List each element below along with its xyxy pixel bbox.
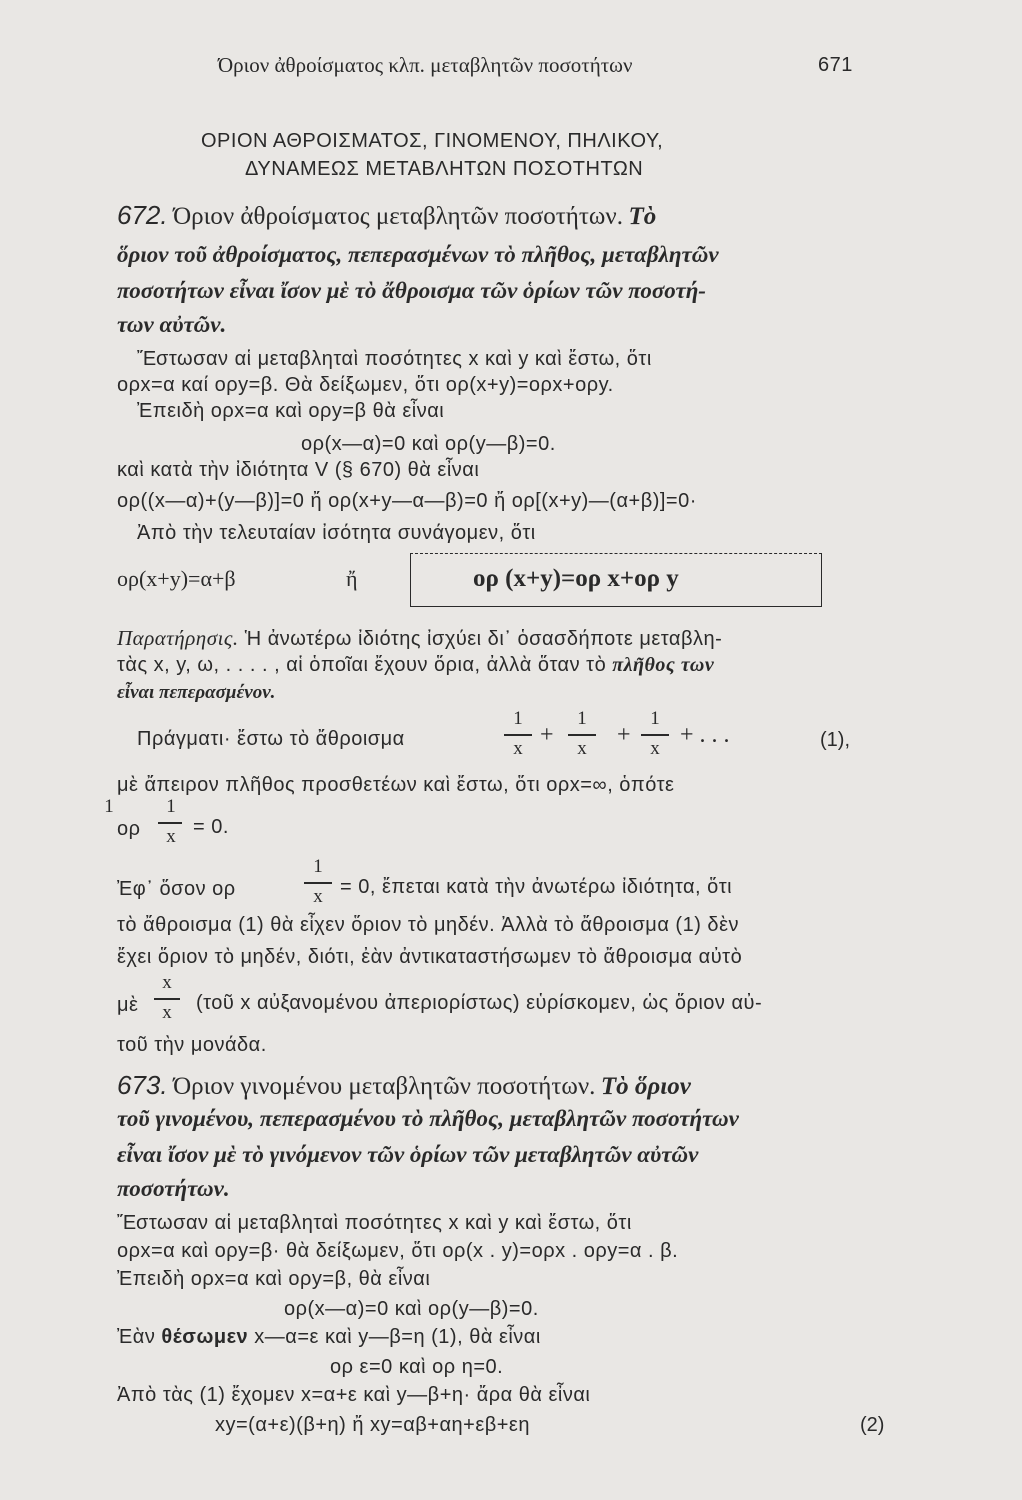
equation-line: ορ(x—α)=0 καὶ ορ(y—β)=0. — [284, 1298, 539, 1320]
equation-number: (1), — [820, 729, 850, 751]
fraction-numerator: 1 — [166, 796, 176, 817]
body-line: Ἐφ᾽ ὅσον ορ — [117, 878, 236, 900]
body-line: Ἀπὸ τὰς (1) ἔχομεν x=α+ε καὶ y—β+η· ἄρα θὰ εἶναι — [117, 1384, 591, 1406]
theorem-line: τοῦ γινομένου, πεπερασμένου τὸ πλῆθος, μεταβλητῶν ποσοτήτων — [117, 1106, 739, 1131]
body-line: τοῦ τὴν μονάδα. — [117, 1034, 267, 1056]
theorem-line: εἶναι ἴσον μὲ τὸ γινόμενον τῶν ὁρίων τῶν μεταβλητῶν αὐτῶν — [117, 1142, 699, 1167]
equals-zero: = 0. — [193, 816, 229, 838]
remark-line: εἶναι πεπερασμένον. — [117, 682, 276, 703]
fraction-bar — [641, 734, 669, 736]
body-line — [117, 1324, 541, 1350]
section-heading: Όριον ἀθροίσματος μεταβλητῶν ποσοτήτων. — [173, 203, 623, 230]
chapter-title-line-2: ΔΥΝΑΜΕΩΣ ΜΕΤΑΒΛΗΤΩΝ ΠΟΣΟΤΗΤΩΝ — [245, 158, 644, 180]
remark-text: Ἡ ἀνωτέρω ἰδιότης ἰσχύει δι᾽ ὁσασδήποτε μεταβλη- — [244, 628, 723, 650]
remark-text: τὰς x, y, ω, . . . . , αἱ ὁποῖαι ἔχουν ὅρια, ἀλλὰ ὅταν τὸ — [117, 654, 607, 676]
equation-number: (2) — [860, 1414, 885, 1436]
fraction-numerator: 1 — [513, 708, 523, 729]
fraction-denominator: x — [577, 738, 587, 759]
fraction-denominator: x — [162, 1002, 172, 1023]
body-text: Ἐὰν — [117, 1326, 156, 1348]
plus-sign: + — [540, 722, 554, 748]
fraction-bar — [504, 734, 532, 736]
fraction-denominator: x — [313, 886, 323, 907]
body-line: Ἔστωσαν αἱ μεταβληταὶ ποσότητες x καὶ y καὶ ἔστω, ὅτι — [137, 348, 652, 370]
fraction-numerator: 1 — [104, 796, 114, 817]
remark-label: Παρατήρησις. — [117, 626, 239, 650]
fraction-bar — [568, 734, 596, 736]
fraction-denominator: x — [166, 826, 176, 847]
body-line: μὲ ἄπειρον πλῆθος προσθετέων καὶ ἔστω, ὅτι ορx=∞, ὁπότε — [117, 774, 675, 796]
body-text: x—α=ε καὶ y—β=η (1), θὰ εἶναι — [254, 1326, 541, 1348]
section-number: 673. — [117, 1070, 168, 1100]
body-line: ορx=α καί ορy=β. Θὰ δείξωμεν, ὅτι ορ(x+y)=ορx+ορy. — [117, 374, 614, 396]
section-heading: Όριον γινομένου μεταβλητῶν ποσοτήτων. — [173, 1073, 596, 1100]
section-672-heading-line — [117, 200, 656, 232]
equation-line: ορ((x—α)+(y—β)]=0 ἤ ορ(x+y—α—β)=0 ἤ ορ[(x+y)—(α+β)]=0· — [117, 490, 697, 512]
body-line: ἔχει ὅριον τὸ μηδέν, διότι, ἐὰν ἀντικαταστήσωμεν τὸ ἄθροισμα αὐτὸ — [117, 946, 743, 968]
fraction-numerator: 1 — [313, 856, 323, 877]
body-line: = 0, ἔπεται κατὰ τὴν ἀνωτέρω ἰδιότητα, ὅτι — [340, 876, 733, 898]
limit-operator: ορ — [117, 818, 141, 840]
body-line: μὲ — [117, 994, 139, 1016]
fraction-numerator: x — [162, 972, 172, 993]
fraction-bar — [158, 822, 182, 824]
fraction-denominator: x — [650, 738, 660, 759]
equation-line: ορ(x—α)=0 καὶ ορ(y—β)=0. — [301, 433, 556, 455]
running-header: Όριον ἀθροίσματος κλπ. μεταβλητῶν ποσοτήτων — [218, 53, 633, 77]
section-673-heading-line — [117, 1070, 691, 1102]
theorem-start: Τὸ — [628, 203, 657, 230]
theorem-start: Τὸ ὅριον — [600, 1073, 691, 1100]
body-line: καὶ κατὰ τὴν ἰδιότητα V (§ 670) θὰ εἶναι — [117, 459, 480, 481]
theorem-line: των αὐτῶν. — [117, 312, 227, 337]
theorem-line: ὅριον τοῦ ἀθροίσματος, πεπερασμένων τὸ πλῆθος, μεταβλητῶν — [117, 242, 719, 267]
emphasis: θέσωμεν — [161, 1326, 249, 1348]
fraction-numerator: 1 — [650, 708, 660, 729]
body-line: (τοῦ x αὐξανομένου ἀπεριορίστως) εὑρίσκομεν, ὡς ὅριον αὐ- — [196, 992, 763, 1014]
fraction-bar — [154, 998, 180, 1000]
body-line: Ἀπὸ τὴν τελευταίαν ἰσότητα συνάγομεν, ὅτι — [137, 522, 536, 544]
theorem-line: ποσοτήτων εἶναι ἴσον μὲ τὸ ἄθροισμα τῶν ὁρίων τῶν ποσοτή- — [117, 278, 706, 303]
section-number: 672. — [117, 200, 168, 230]
body-line: Ἐπειδὴ ορx=α καὶ ορy=β θὰ εἶναι — [137, 400, 445, 422]
remark-line — [117, 625, 722, 652]
ellipsis: + . . . — [680, 722, 730, 748]
remark-emphasis: πλῆθος των — [612, 654, 715, 676]
page-number: 671 — [818, 54, 853, 76]
fraction-denominator: x — [513, 738, 523, 759]
plus-sign: + — [617, 722, 631, 748]
body-line: Πράγματι· ἔστω τὸ ἄθροισμα — [137, 728, 405, 750]
chapter-title-line-1: ΟΡΙΟΝ ΑΘΡΟΙΣΜΑΤΟΣ, ΓΙΝΟΜΕΝΟΥ, ΠΗΛΙΚΟΥ, — [201, 130, 664, 152]
body-line: Ἔστωσαν αἱ μεταβληταὶ ποσότητες x καὶ y καὶ ἔστω, ὅτι — [117, 1212, 632, 1234]
body-line: ορx=α καὶ ορy=β· θὰ δείξωμεν, ὅτι ορ(x . y)=ορx . ορy=α . β. — [117, 1240, 679, 1262]
result-equation: ορ(x+y)=α+β — [117, 566, 236, 591]
fraction-numerator: 1 — [577, 708, 587, 729]
body-line: Ἐπειδὴ ορx=α καὶ ορy=β, θὰ εἶναι — [117, 1268, 431, 1290]
fraction-bar — [304, 882, 332, 884]
remark-line — [117, 652, 714, 678]
boxed-result — [410, 553, 822, 607]
or-word: ἤ — [346, 566, 358, 591]
body-line: τὸ ἄθροισμα (1) θὰ εἶχεν ὅριον τὸ μηδέν. Ἀλλὰ τὸ ἄθροισμα (1) δὲν — [117, 914, 739, 936]
boxed-result-text: ορ (x+y)=ορ x+ορ y — [473, 565, 679, 592]
equation-line: xy=(α+ε)(β+η) ἤ xy=αβ+αη+εβ+εη — [215, 1414, 530, 1436]
theorem-line: ποσοτήτων. — [117, 1176, 230, 1201]
equation-line: ορ ε=0 καὶ ορ η=0. — [330, 1356, 504, 1378]
